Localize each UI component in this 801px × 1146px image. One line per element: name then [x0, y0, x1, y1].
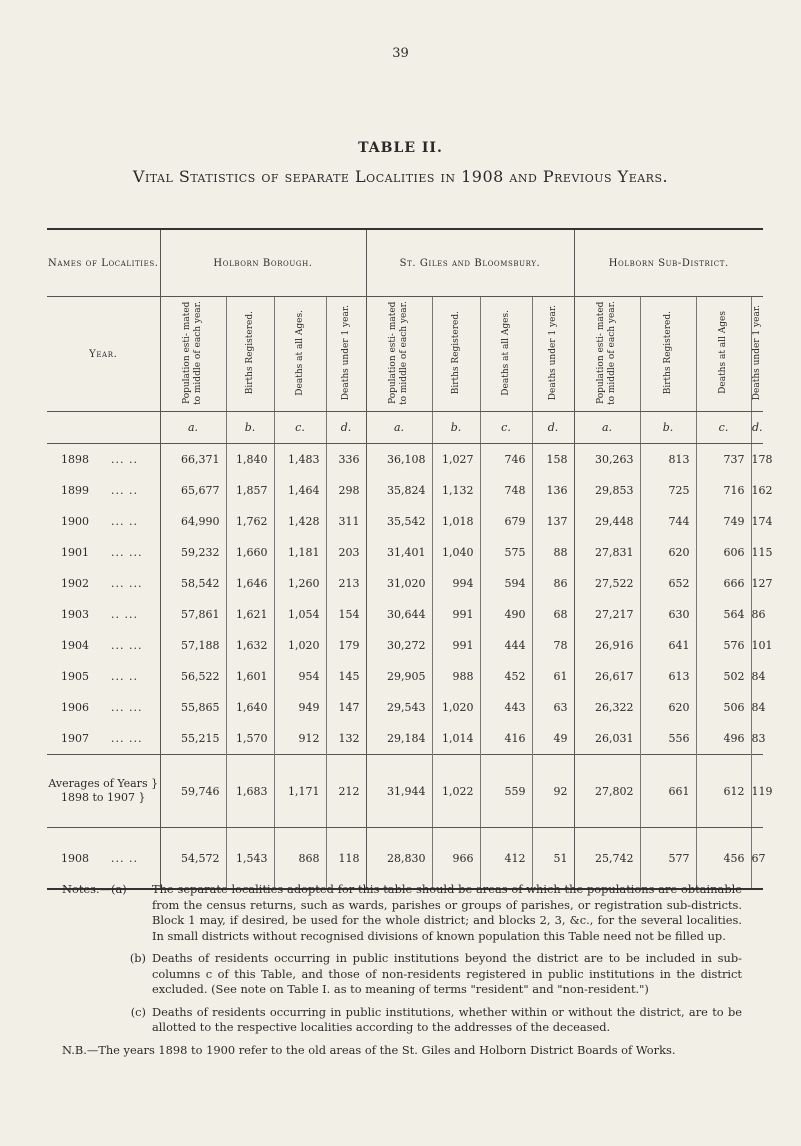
- table-cell: 49: [532, 723, 574, 755]
- column-header: Births Registered.: [450, 310, 461, 395]
- table-cell: 78: [532, 630, 574, 661]
- table-row: [47, 661, 763, 692]
- table-cell: 58,542: [160, 568, 226, 599]
- table-cell: 179: [326, 630, 366, 661]
- year-label: 1902: [61, 577, 89, 590]
- table-cell: 66,371: [160, 444, 226, 476]
- table-cell: 154: [326, 599, 366, 630]
- table-cell: 564: [696, 599, 751, 630]
- column-header: Deaths under 1 year.: [751, 304, 762, 401]
- table-cell: 86: [751, 599, 763, 630]
- table-cell: 991: [432, 630, 480, 661]
- table-cell: 174: [751, 506, 763, 537]
- table-cell: 1,132: [432, 475, 480, 506]
- averages-label: Averages of Years } 1898 to 1907 }: [47, 755, 160, 828]
- column-header: Deaths at all Ages: [718, 311, 728, 394]
- table-cell: 27,831: [574, 537, 640, 568]
- table-cell: 61: [532, 661, 574, 692]
- table-cell: 1,640: [226, 692, 274, 723]
- table-row: [47, 568, 763, 599]
- average-cell: 92: [532, 755, 574, 828]
- table-cell: 27,522: [574, 568, 640, 599]
- table-cell: 31,020: [366, 568, 432, 599]
- table-cell: 496: [696, 723, 751, 755]
- year-label: 1899: [61, 484, 89, 497]
- averages-label-line2: 1898 to 1907: [60, 791, 136, 804]
- table-cell: 620: [640, 692, 696, 723]
- table-cell: 51: [532, 828, 574, 890]
- table-cell: 490: [480, 599, 532, 630]
- table-cell: 57,861: [160, 599, 226, 630]
- average-cell: 119: [751, 755, 763, 828]
- table-cell: 575: [480, 537, 532, 568]
- year-cell: [47, 692, 160, 723]
- notes-section: [62, 882, 742, 1058]
- column-header: Population esti- mated to middle of each year.: [596, 300, 617, 405]
- table-cell: 506: [696, 692, 751, 723]
- table-cell: 813: [640, 444, 696, 476]
- table-cell: 868: [274, 828, 326, 890]
- year-cell: [47, 475, 160, 506]
- table-cell: 606: [696, 537, 751, 568]
- year-cell: [47, 506, 160, 537]
- note-a-lead: Notes.—(a): [62, 882, 127, 896]
- table-title: TABLE II.: [358, 140, 443, 156]
- table-cell: 1,483: [274, 444, 326, 476]
- column-letter: b.: [432, 412, 480, 444]
- leader-dots: ... ..: [111, 484, 138, 497]
- column-letter: a.: [366, 412, 432, 444]
- table-cell: 147: [326, 692, 366, 723]
- leader-dots: ... ..: [111, 453, 138, 466]
- table-cell: 1,027: [432, 444, 480, 476]
- leader-dots: ... ..: [111, 851, 138, 865]
- year-label: 1907: [61, 732, 89, 745]
- table-cell: 749: [696, 506, 751, 537]
- table-cell: 158: [532, 444, 574, 476]
- column-letter: c.: [480, 412, 532, 444]
- table-cell: 954: [274, 661, 326, 692]
- table-cell: 1,260: [274, 568, 326, 599]
- year-label: 1901: [61, 546, 89, 559]
- column-header: Population esti- mated to middle of each year.: [388, 300, 409, 405]
- table-cell: 1,660: [226, 537, 274, 568]
- table-cell: 65,677: [160, 475, 226, 506]
- column-letter: b.: [640, 412, 696, 444]
- holborn-borough-header: Holborn Borough.: [160, 230, 366, 297]
- table-cell: 716: [696, 475, 751, 506]
- table-cell: 26,916: [574, 630, 640, 661]
- table-cell: 137: [532, 506, 574, 537]
- table-cell: 29,853: [574, 475, 640, 506]
- year-label: 1906: [61, 701, 89, 714]
- leader-dots: ... ...: [111, 577, 143, 590]
- average-cell: 31,944: [366, 755, 432, 828]
- note-nb: N.B.—The years 1898 to 1900 refer to the old areas of the St. Giles and Holborn District Boards of Works.: [62, 1042, 676, 1057]
- page-number: 39: [392, 46, 409, 61]
- table-cell: 737: [696, 444, 751, 476]
- table-cell: 63: [532, 692, 574, 723]
- table-row: [47, 444, 763, 476]
- table-cell: 1,040: [432, 537, 480, 568]
- table-cell: 1,181: [274, 537, 326, 568]
- average-cell: 661: [640, 755, 696, 828]
- table-cell: 27,217: [574, 599, 640, 630]
- table-cell: 136: [532, 475, 574, 506]
- table-row: [47, 537, 763, 568]
- table-cell: 29,448: [574, 506, 640, 537]
- year-cell: [47, 828, 160, 890]
- table-cell: 26,031: [574, 723, 640, 755]
- year-label: 1900: [61, 515, 89, 528]
- year-label: 1904: [61, 639, 89, 652]
- table-cell: 30,263: [574, 444, 640, 476]
- table-cell: 594: [480, 568, 532, 599]
- table-cell: 1,543: [226, 828, 274, 890]
- table-cell: 725: [640, 475, 696, 506]
- table-cell: 203: [326, 537, 366, 568]
- column-letter: d.: [532, 412, 574, 444]
- table-cell: 1,428: [274, 506, 326, 537]
- averages-label-line1: Averages of Years: [48, 777, 148, 790]
- table-cell: 966: [432, 828, 480, 890]
- column-letter-row: [47, 412, 763, 444]
- column-header: Deaths under 1 year.: [547, 304, 558, 401]
- note-c-text: Deaths of residents occurring in public institutions, whether within or without the district, are to be allotted to the respective localities according to the addresses of the deceased.: [152, 1004, 742, 1034]
- table-cell: 26,617: [574, 661, 640, 692]
- table-cell: 35,824: [366, 475, 432, 506]
- table-cell: 127: [751, 568, 763, 599]
- table-cell: 30,272: [366, 630, 432, 661]
- table-cell: 1,840: [226, 444, 274, 476]
- table-cell: 416: [480, 723, 532, 755]
- table-row: [47, 723, 763, 755]
- average-cell: 212: [326, 755, 366, 828]
- year-cell: [47, 630, 160, 661]
- column-header: Births Registered.: [244, 310, 255, 395]
- table-cell: 28,830: [366, 828, 432, 890]
- year-cell: [47, 723, 160, 755]
- table-cell: 412: [480, 828, 532, 890]
- table-cell: 86: [532, 568, 574, 599]
- table-cell: 55,215: [160, 723, 226, 755]
- table-cell: 1,621: [226, 599, 274, 630]
- leader-dots: ... ...: [111, 732, 143, 745]
- table-row: [47, 599, 763, 630]
- table-cell: 988: [432, 661, 480, 692]
- table-cell: 56,522: [160, 661, 226, 692]
- table-cell: 576: [696, 630, 751, 661]
- column-letter: a.: [160, 412, 226, 444]
- note-a-text: The separate localities adopted for this table should be areas of which the populations are obtainable from the census returns, such as wards, parishes or groups of parishes, or registration sub-districts. Block 1 may, if desired, be used for the whole district; and blocks 2, 3, &c., for the several localities. In small districts without recognised divisions of known population this Table need not be filled up.: [152, 882, 742, 943]
- table-cell: 26,322: [574, 692, 640, 723]
- table-cell: 101: [751, 630, 763, 661]
- table-cell: 613: [640, 661, 696, 692]
- column-letter: a.: [574, 412, 640, 444]
- year-label: 1908: [61, 851, 89, 865]
- table-cell: 213: [326, 568, 366, 599]
- column-letter: d.: [326, 412, 366, 444]
- table-cell: 556: [640, 723, 696, 755]
- table-cell: 68: [532, 599, 574, 630]
- year-label: 1905: [61, 670, 89, 683]
- year-cell: [47, 444, 160, 476]
- table-cell: 748: [480, 475, 532, 506]
- table-cell: 29,905: [366, 661, 432, 692]
- leader-dots: ... ..: [111, 670, 138, 683]
- column-header: Births Registered.: [662, 310, 673, 395]
- table-cell: 36,108: [366, 444, 432, 476]
- column-letter: c.: [696, 412, 751, 444]
- table-cell: 35,542: [366, 506, 432, 537]
- table-subtitle: Vital Statistics of separate Localities in 1908 and Previous Years.: [132, 167, 669, 186]
- year-cell: [47, 599, 160, 630]
- average-cell: 1,171: [274, 755, 326, 828]
- note-a: [62, 882, 742, 944]
- note-b-text: Deaths of residents occurring in public institutions beyond the district are to be included in sub-columns c of this Table, and those of non-residents registered in public institutions in the district excluded. (See note on Table I. as to meaning of terms "resident" and "non-resident."): [152, 951, 742, 996]
- holborn-sub-district-header: Holborn Sub-District.: [574, 230, 763, 297]
- localities-header: Names of Localities.: [47, 230, 160, 297]
- note-b: [62, 951, 742, 998]
- table-cell: 620: [640, 537, 696, 568]
- year-1908-row: [47, 828, 763, 890]
- leader-dots: .. ...: [111, 608, 138, 621]
- column-header: Population esti- mated to middle of each year.: [182, 300, 203, 405]
- table-cell: 443: [480, 692, 532, 723]
- table-row: [47, 475, 763, 506]
- table-cell: 1,020: [432, 692, 480, 723]
- table-cell: 83: [751, 723, 763, 755]
- vital-statistics-table: [47, 228, 773, 890]
- column-header: Deaths at all Ages.: [294, 309, 305, 396]
- table-cell: 1,054: [274, 599, 326, 630]
- table-cell: 991: [432, 599, 480, 630]
- table-cell: 67: [751, 828, 763, 890]
- leader-dots: ... ...: [111, 701, 143, 714]
- table-cell: 679: [480, 506, 532, 537]
- year-cell: [47, 568, 160, 599]
- column-header: Deaths under 1 year.: [340, 304, 351, 401]
- table-cell: 444: [480, 630, 532, 661]
- table-cell: 1,018: [432, 506, 480, 537]
- table-cell: 115: [751, 537, 763, 568]
- column-letter: b.: [226, 412, 274, 444]
- average-cell: 559: [480, 755, 532, 828]
- table-cell: 630: [640, 599, 696, 630]
- table-cell: 994: [432, 568, 480, 599]
- table-cell: 59,232: [160, 537, 226, 568]
- table-row: [47, 630, 763, 661]
- leader-dots: ... ..: [111, 515, 138, 528]
- table-cell: 84: [751, 692, 763, 723]
- table-cell: 1,020: [274, 630, 326, 661]
- table-row: [47, 692, 763, 723]
- year-label: 1903: [61, 608, 89, 621]
- st-giles-header: St. Giles and Bloomsbury.: [366, 230, 574, 297]
- column-letter: d.: [751, 412, 763, 444]
- year-label: 1898: [61, 453, 89, 466]
- note-b-lead: (b): [129, 951, 146, 965]
- table-cell: 456: [696, 828, 751, 890]
- table-row: [47, 506, 763, 537]
- table-cell: 666: [696, 568, 751, 599]
- table-cell: 1,646: [226, 568, 274, 599]
- table-cell: 25,742: [574, 828, 640, 890]
- average-cell: 1,683: [226, 755, 274, 828]
- table-cell: 31,401: [366, 537, 432, 568]
- table-cell: 132: [326, 723, 366, 755]
- table-cell: 311: [326, 506, 366, 537]
- table-cell: 29,184: [366, 723, 432, 755]
- note-c-lead: (c): [130, 1004, 146, 1019]
- table-cell: 298: [326, 475, 366, 506]
- table-cell: 88: [532, 537, 574, 568]
- table-cell: 30,644: [366, 599, 432, 630]
- table-cell: 452: [480, 661, 532, 692]
- table-cell: 744: [640, 506, 696, 537]
- table-cell: 1,762: [226, 506, 274, 537]
- table-cell: 29,543: [366, 692, 432, 723]
- table-cell: 912: [274, 723, 326, 755]
- table-cell: 746: [480, 444, 532, 476]
- average-cell: 59,746: [160, 755, 226, 828]
- table-cell: 145: [326, 661, 366, 692]
- average-cell: 612: [696, 755, 751, 828]
- leader-dots: ... ...: [111, 546, 143, 559]
- table-cell: 502: [696, 661, 751, 692]
- table-cell: 949: [274, 692, 326, 723]
- year-cell: [47, 537, 160, 568]
- table-cell: 1,014: [432, 723, 480, 755]
- table-cell: 652: [640, 568, 696, 599]
- year-cell: [47, 661, 160, 692]
- table-cell: 57,188: [160, 630, 226, 661]
- table-cell: 1,570: [226, 723, 274, 755]
- column-header-row: [47, 297, 763, 412]
- year-header: Year.: [47, 297, 160, 412]
- table-cell: 64,990: [160, 506, 226, 537]
- table-cell: 178: [751, 444, 763, 476]
- table-cell: 1,857: [226, 475, 274, 506]
- note-c: [62, 1005, 742, 1036]
- averages-row: [47, 755, 763, 828]
- table-cell: 54,572: [160, 828, 226, 890]
- table-cell: 1,632: [226, 630, 274, 661]
- table-cell: 162: [751, 475, 763, 506]
- column-header: Deaths at all Ages.: [500, 309, 511, 396]
- average-cell: 27,802: [574, 755, 640, 828]
- table-cell: 641: [640, 630, 696, 661]
- table-cell: 1,464: [274, 475, 326, 506]
- table-cell: 84: [751, 661, 763, 692]
- table-cell: 55,865: [160, 692, 226, 723]
- table-cell: 577: [640, 828, 696, 890]
- table-cell: 118: [326, 828, 366, 890]
- table-cell: 1,601: [226, 661, 274, 692]
- average-cell: 1,022: [432, 755, 480, 828]
- leader-dots: ... ...: [111, 639, 143, 652]
- table-cell: 336: [326, 444, 366, 476]
- column-letter: c.: [274, 412, 326, 444]
